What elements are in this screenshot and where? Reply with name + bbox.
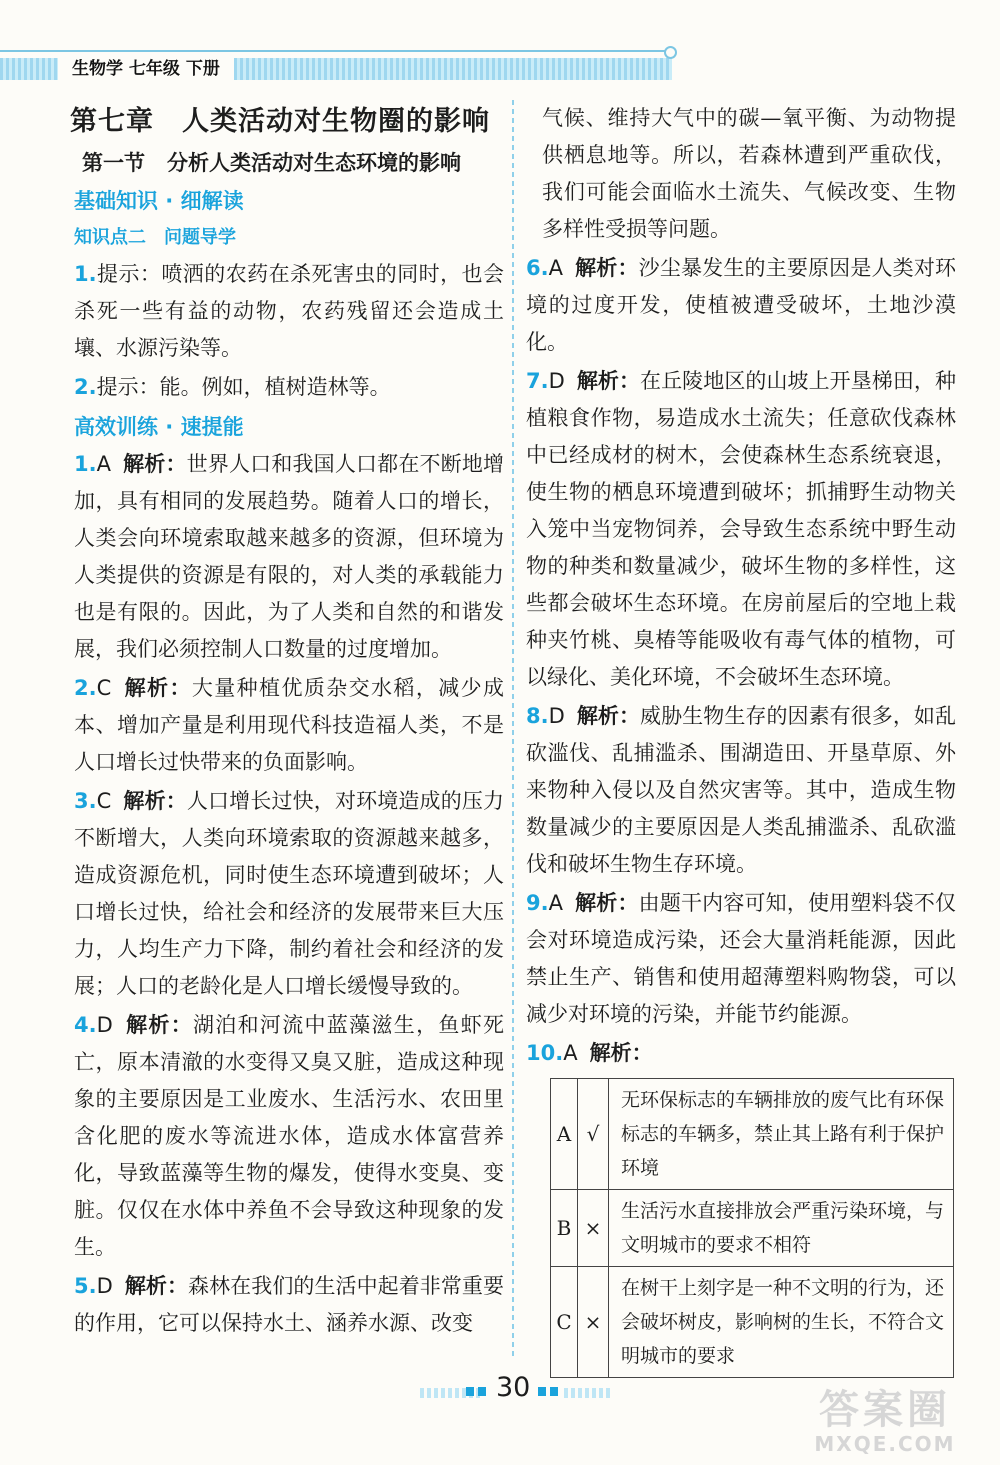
item-text: 在丘陵地区的山坡上开垦梯田，种植粮食作物，易造成水土流失；任意砍伐森林中已经成材的树木，会使森林生态系统衰退，使生物的栖息环境遭到破坏；抓捕野生动物关入笼中当宠物饲养，会导致生态系统中野生动物的种类和数量减少，破坏生物的多样性，这些都会破坏生态环境。在房前屋后的空地上栽种夹竹桃、臭椿等能吸收有毒气体的植物，可以绿化、美化环境，不会破坏生态环境。 bbox=[526, 369, 957, 689]
list-item bbox=[526, 250, 956, 361]
part1-heading: 基础知识 · 细解读 bbox=[74, 189, 244, 213]
item-number: 7. bbox=[526, 369, 549, 393]
item-answer: A bbox=[563, 1041, 578, 1065]
list-item bbox=[526, 885, 956, 1033]
knowledge-point-name: 问题导学 bbox=[164, 227, 236, 248]
section-name: 分析人类活动对生态环境的影响 bbox=[167, 151, 461, 175]
item-text: 威胁生物生存的因素有很多，如乱砍滥伐、乱捕滥杀、围湖造田、开垦草原、外来物种入侵以及自然灾害等。其中，造成生物数量减少的主要原因是人类乱捕滥杀、乱砍滥伐和破坏生物生存环境。 bbox=[526, 704, 957, 876]
page-number: 30 bbox=[496, 1372, 531, 1403]
item-answer: D bbox=[548, 369, 565, 393]
cross-mark: × bbox=[578, 1190, 609, 1267]
footer-decoration-right bbox=[564, 1388, 610, 1398]
footer-square bbox=[538, 1387, 546, 1396]
knowledge-point-number: 知识点二 bbox=[74, 227, 146, 248]
part2-heading: 高效训练 · 速提能 bbox=[74, 415, 244, 439]
analysis-table bbox=[550, 1078, 954, 1378]
table-row bbox=[551, 1079, 954, 1190]
watermark bbox=[780, 1388, 990, 1460]
list-item bbox=[74, 670, 504, 781]
item-answer: A bbox=[548, 256, 563, 280]
watermark-url: MXQE.COM bbox=[814, 1432, 956, 1456]
item-text: 大量种植优质杂交水稻，减少成本、增加产量是利用现代科技造福人类，不是人口增长过快带来的负面影响。 bbox=[74, 676, 505, 774]
item-answer: A bbox=[548, 891, 563, 915]
analysis-label: 解析： bbox=[576, 369, 641, 393]
item-text: 提示：能。例如，植树造林等。 bbox=[96, 375, 391, 399]
chapter-number: 第七章 bbox=[70, 106, 154, 137]
item-answer: A bbox=[96, 452, 111, 476]
footer-square bbox=[478, 1387, 486, 1396]
table-option: B bbox=[551, 1190, 578, 1267]
chapter-title bbox=[70, 100, 504, 144]
analysis-label: 解析： bbox=[574, 891, 639, 915]
item-answer: D bbox=[96, 1274, 113, 1298]
item-text: 人口增长过快，对环境造成的压力不断增大，人类向环境索取的资源越来越多，造成资源危机，同时使生态环境遭到破坏；人口增长过快，给社会和经济的发展带来巨大压力，人均生产力下降，制约着社会和经济的发展；人口的老龄化是人口增长缓慢导致的。 bbox=[74, 789, 505, 998]
table-row bbox=[551, 1190, 954, 1267]
analysis-label: 解析： bbox=[589, 1041, 653, 1065]
item-text: 世界人口和我国人口都在不断地增加，具有相同的发展趋势。随着人口的增长，人类会向环境索取越来越多的资源，但环境为人类提供的资源是有限的，对人类的承载能力也是有限的。因此，为了人类和自然的和谐发展，我们必须控制人口数量的过度增加。 bbox=[74, 452, 505, 661]
item-answer: C bbox=[96, 789, 112, 813]
item-number: 4. bbox=[74, 1013, 97, 1037]
right-column bbox=[526, 100, 956, 1378]
table-row bbox=[551, 1267, 954, 1378]
header-rule-end-dot bbox=[664, 46, 677, 59]
item-number: 3. bbox=[74, 789, 97, 813]
continued-text: 气候、维持大气中的碳—氧平衡、为动物提供栖息地等。所以，若森林遭到严重砍伐，我们可能会面临水土流失、气候改变、生物多样性受损等问题。 bbox=[542, 106, 956, 241]
column-divider bbox=[512, 100, 514, 1360]
analysis-label: 解析： bbox=[574, 256, 639, 280]
list-item bbox=[526, 363, 956, 696]
list-item bbox=[74, 1007, 504, 1266]
table-option: C bbox=[551, 1267, 578, 1378]
item-number: 8. bbox=[526, 704, 549, 728]
page-header bbox=[0, 50, 680, 82]
item-text: 森林在我们的生活中起着非常重要的作用，它可以保持水土、涵养水源、改变 bbox=[74, 1274, 505, 1335]
book-title: 生物学 七年级 下册 bbox=[58, 54, 234, 84]
part1-subheading bbox=[74, 220, 504, 256]
table-text: 无环保标志的车辆排放的废气比有环保标志的车辆多，禁止其上路有利于保护环境 bbox=[609, 1079, 954, 1190]
item-number: 9. bbox=[526, 891, 549, 915]
section-number: 第一节 bbox=[82, 151, 145, 175]
check-mark: √ bbox=[578, 1079, 609, 1190]
analysis-label: 解析： bbox=[124, 1013, 193, 1037]
list-item bbox=[74, 1268, 504, 1342]
cross-mark: × bbox=[578, 1267, 609, 1378]
item-text: 沙尘暴发生的主要原因是人类对环境的过度开发，使植被遭受破坏，土地沙漠化。 bbox=[526, 256, 957, 354]
header-rule bbox=[0, 50, 668, 52]
item-answer: C bbox=[96, 676, 112, 700]
watermark-text: 答案圈 bbox=[819, 1387, 951, 1433]
item-number: 10. bbox=[526, 1041, 564, 1065]
left-column bbox=[70, 100, 505, 1344]
item-number: 2. bbox=[74, 676, 97, 700]
analysis-label: 解析： bbox=[124, 1274, 189, 1298]
analysis-label: 解析： bbox=[123, 676, 192, 700]
list-item bbox=[74, 446, 504, 668]
list-item bbox=[74, 256, 504, 367]
section-title bbox=[82, 144, 504, 182]
table-text: 生活污水直接排放会严重污染环境，与文明城市的要求不相符 bbox=[609, 1190, 954, 1267]
table-option: A bbox=[551, 1079, 578, 1190]
item-number: 5. bbox=[74, 1274, 97, 1298]
list-item bbox=[74, 369, 504, 406]
footer-square bbox=[550, 1387, 558, 1396]
item-text: 提示：喷洒的农药在杀死害虫的同时，也会杀死一些有益的动物，农药残留还会造成土壤、水源污染等。 bbox=[74, 262, 504, 360]
table-text: 在树干上刻字是一种不文明的行为，还会破坏树皮，影响树的生长，不符合文明城市的要求 bbox=[609, 1267, 954, 1378]
item-answer: D bbox=[96, 1013, 113, 1037]
page-footer bbox=[420, 1372, 620, 1412]
item-text: 湖泊和河流中蓝藻滋生，鱼虾死亡，原本清澈的水变得又臭又脏，造成这种现象的主要原因是工业废水、生活污水、农田里含化肥的废水等流进水体，造成水体富营养化，导致蓝藻等生物的爆发，使得水变臭、变脏。仅仅在水体中养鱼不会导致这种现象的发生。 bbox=[74, 1013, 505, 1259]
item-number: 1. bbox=[74, 262, 97, 286]
analysis-label: 解析： bbox=[122, 452, 187, 476]
item-number: 2. bbox=[74, 375, 97, 399]
item-answer: D bbox=[548, 704, 565, 728]
list-item bbox=[74, 783, 504, 1005]
chapter-name: 人类活动对生物圈的影响 bbox=[182, 106, 490, 137]
item-number: 6. bbox=[526, 256, 549, 280]
list-item bbox=[526, 1035, 956, 1072]
item-text: 由题干内容可知，使用塑料袋不仅会对环境造成污染，还会大量消耗能源，因此禁止生产、销售和使用超薄塑料购物袋，可以减少对环境的污染，并能节约能源。 bbox=[526, 891, 957, 1026]
item-number: 1. bbox=[74, 452, 97, 476]
analysis-label: 解析： bbox=[576, 704, 641, 728]
analysis-label: 解析： bbox=[123, 789, 187, 813]
list-item bbox=[526, 698, 956, 883]
footer-square bbox=[466, 1387, 474, 1396]
